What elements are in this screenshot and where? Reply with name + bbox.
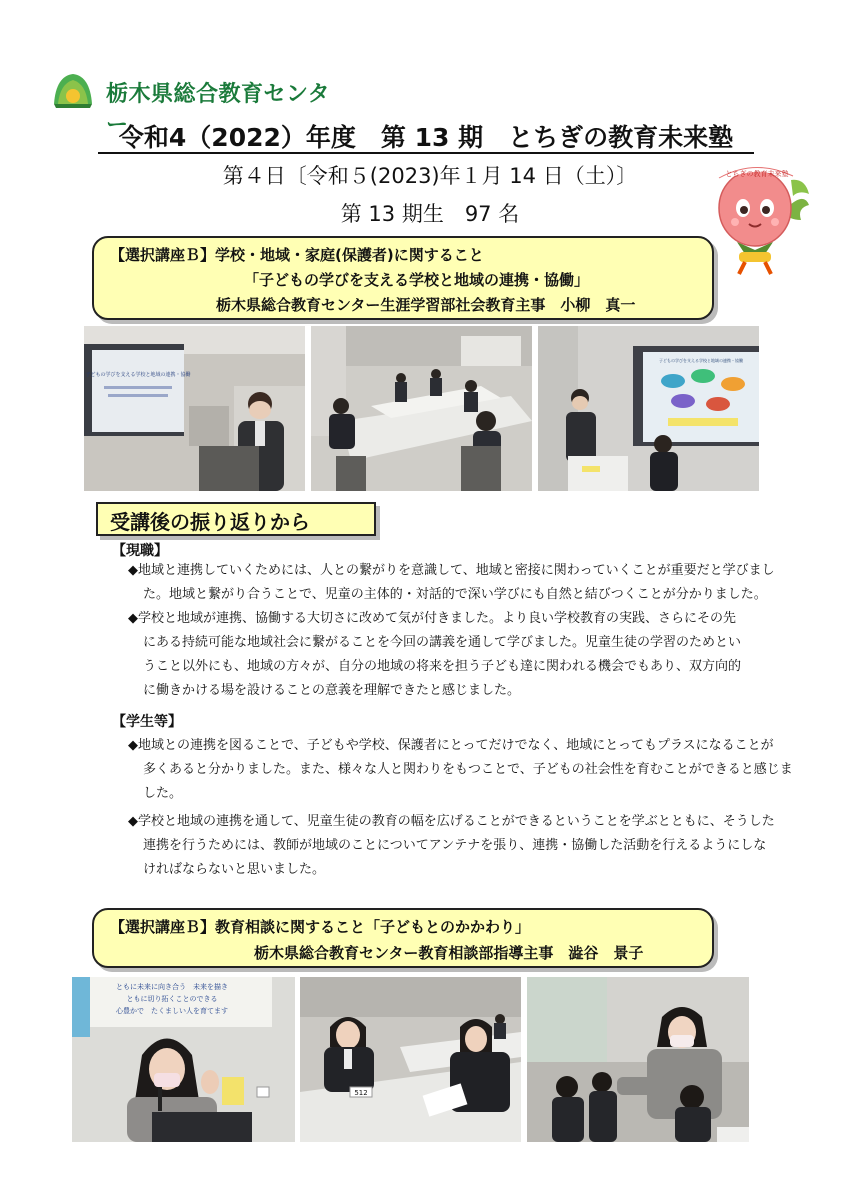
course2-photo1-poster-line1: ともに未来に向き合う 未来を描き bbox=[116, 983, 228, 991]
reflection-line: ◆地域との連携を図ることで、子どもや学校、保護者にとってだけでなく、地域にとってもプラスになることが bbox=[128, 738, 774, 753]
course2-photo2-card-text: 512 bbox=[354, 1089, 368, 1097]
course2-lecturer: 栃木県総合教育センター教育相談部指導主事 澁谷 景子 bbox=[254, 944, 644, 962]
course-box-2 bbox=[92, 908, 714, 968]
reflection-line: 多くあると分かりました。また、様々な人と関わりをもつことで、子どもの社会性を育むことができると感じま bbox=[143, 762, 793, 777]
reflection-item bbox=[128, 734, 793, 806]
course1-title: 【選択講座Ｂ】学校・地域・家庭(保護者)に関すること bbox=[110, 246, 484, 264]
course-box-1 bbox=[92, 236, 714, 320]
category-label-current-teachers: 【現職】 bbox=[112, 543, 168, 559]
course1-photo-lecture bbox=[84, 326, 305, 491]
course2-photo-observation bbox=[527, 977, 749, 1142]
course1-photo-classroom bbox=[311, 326, 532, 491]
cohort-count: 第 13 期生 97 名 bbox=[340, 202, 520, 226]
reflection-line: 連携を行うためには、教師が地域のことについてアンテナを張り、連携・協働した活動を行えるようにしな bbox=[143, 838, 767, 853]
course2-photo1-poster-line2: ともに切り拓くことのできる bbox=[126, 995, 218, 1003]
course1-photo1-slide-text: 子どもの学びを支える学校と地域の連携・協働 bbox=[85, 372, 191, 378]
session-date: 第４日〔令和５(2023)年１月 14 日（土）〕 bbox=[222, 164, 638, 188]
course2-title: 【選択講座Ｂ】教育相談に関すること「子どもとのかかわり」 bbox=[110, 918, 531, 936]
course2-photo1-poster-line3: 心豊かで たくましい人を育てます bbox=[116, 1007, 228, 1015]
course1-subtitle: 「子どもの学びを支える学校と地域の連携・協働」 bbox=[244, 271, 590, 289]
org-name: 栃木県総合教育センター bbox=[106, 82, 331, 138]
reflection-item bbox=[128, 559, 775, 607]
reflection-item bbox=[128, 607, 753, 703]
course1-photo-speaker bbox=[538, 326, 759, 491]
reflection-banner bbox=[96, 502, 376, 536]
org-logo bbox=[50, 70, 340, 138]
mascot-sash-text: とちぎの教育未来塾 bbox=[725, 170, 789, 178]
reflection-line: ◆学校と地域の連携を通して、児童生徒の教育の幅を広げることができるということを学ぶとともに、そうした bbox=[128, 814, 775, 829]
course1-lecturer: 栃木県総合教育センター生涯学習部社会教育主事 小柳 真一 bbox=[216, 296, 636, 314]
reflection-line: た。地域と繋がり合うことで、児童の主体的・対話的で深い学びにも自然と結びつくことが分かりました。 bbox=[143, 587, 767, 602]
category-label-students: 【学生等】 bbox=[112, 714, 182, 730]
reflection-line: うこと以外にも、地域の方々が、自分の地域の将来を担う子ども達に関われる機会でもあり、双方向的 bbox=[143, 659, 742, 674]
reflection-line: ◆地域と連携していくためには、人との繋がりを意識して、地域と密接に関わっていくことが重要だと学びまし bbox=[128, 563, 775, 578]
reflection-line: ◆学校と地域が連携、協働する大切さに改めて気が付きました。より良い学校教育の実践、さらにその先 bbox=[128, 611, 736, 626]
page-title: 令和4（2022）年度 第 13 期 とちぎの教育未来塾 bbox=[118, 123, 734, 152]
course1-photo3-slide-text: 子どもの学びを支える学校と地域の連携・協働 bbox=[659, 358, 743, 363]
reflection-line: にある持続可能な地域社会に繋がることを今回の講義を通して学びました。児童生徒の学習のためとい bbox=[143, 635, 742, 650]
reflection-item bbox=[128, 810, 775, 882]
course2-photo-lecturer bbox=[72, 977, 295, 1142]
strawberry-mascot-icon bbox=[705, 150, 815, 275]
reflection-banner-text: 受講後の振り返りから bbox=[110, 510, 310, 534]
reflection-line: した。 bbox=[143, 786, 183, 801]
title-underline bbox=[98, 152, 754, 154]
manabi-no-mori-logo-icon bbox=[50, 70, 96, 110]
reflection-line: に働きかける場を設けることの意義を理解できたと感じました。 bbox=[143, 683, 521, 698]
course2-photo-discussion bbox=[300, 977, 521, 1142]
reflection-line: ければならないと思いました。 bbox=[143, 862, 326, 877]
